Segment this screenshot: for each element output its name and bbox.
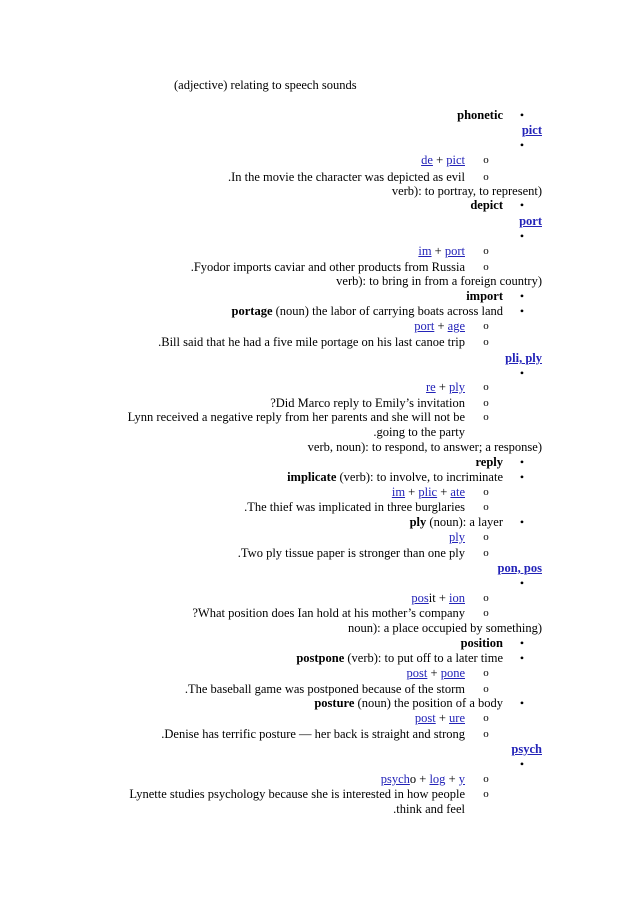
example-psychology: Lynette studies psychology because she is interested in how people bbox=[129, 787, 465, 801]
example-reply-2-cont: .going to the party bbox=[373, 425, 465, 439]
link-ure[interactable]: ure bbox=[449, 711, 465, 725]
example-postpone: .The baseball game was postponed because of the storm bbox=[184, 682, 465, 696]
word-parts-psychology bbox=[381, 772, 465, 787]
example-reply: ?Did Marco reply to Emily’s invitation bbox=[270, 396, 465, 410]
bullet: • bbox=[519, 455, 525, 469]
word-parts-import bbox=[418, 244, 465, 259]
example-posture: .Denise has terrific posture — her back is straight and strong bbox=[161, 727, 465, 741]
term-portage: portage bbox=[231, 304, 273, 318]
sub-bullet: o bbox=[483, 773, 489, 785]
link-post[interactable]: post bbox=[414, 711, 436, 725]
plus: + bbox=[434, 244, 442, 258]
plus: + bbox=[436, 153, 444, 167]
definition-reply: verb, noun): to respond, to answer; a response) bbox=[307, 440, 542, 454]
link-psych[interactable]: psych bbox=[380, 772, 410, 786]
bullet: • bbox=[519, 304, 525, 318]
word-parts-portage bbox=[414, 319, 465, 334]
word-parts-implicate bbox=[392, 485, 465, 500]
bullet: • bbox=[519, 636, 525, 650]
bullet: • bbox=[519, 198, 525, 212]
link-ply[interactable]: ply bbox=[449, 380, 465, 394]
plus: + bbox=[408, 485, 416, 499]
term-position: position bbox=[460, 636, 503, 650]
term-phonetic: phonetic bbox=[457, 108, 503, 122]
entry-ply bbox=[410, 515, 503, 530]
entry-portage bbox=[232, 304, 503, 319]
link-log[interactable]: log bbox=[429, 772, 446, 786]
sub-bullet: o bbox=[483, 607, 489, 619]
sub-bullet: o bbox=[483, 336, 489, 348]
definition-portage: (noun) the labor of carrying boats across land bbox=[275, 304, 503, 318]
link-pone[interactable]: pone bbox=[440, 666, 465, 680]
entry-posture bbox=[314, 696, 503, 711]
bullet: • bbox=[519, 515, 525, 529]
plus: + bbox=[438, 380, 446, 394]
link-im[interactable]: im bbox=[391, 485, 406, 499]
term-ply: ply bbox=[409, 515, 427, 529]
plus: + bbox=[440, 485, 448, 499]
word-parts-reply bbox=[426, 380, 465, 395]
sub-bullet: o bbox=[483, 397, 489, 409]
plus: + bbox=[438, 711, 446, 725]
definition-postpone: (verb): to put off to a later time bbox=[347, 651, 503, 665]
sub-bullet: o bbox=[483, 547, 489, 559]
bullet: • bbox=[519, 366, 525, 380]
link-port[interactable]: port bbox=[414, 319, 435, 333]
entry-implicate bbox=[287, 470, 503, 485]
term-postpone: postpone bbox=[296, 651, 345, 665]
sub-bullet: o bbox=[483, 712, 489, 724]
sub-bullet: o bbox=[483, 171, 489, 183]
intro-definition: (adjective) relating to speech sounds bbox=[174, 78, 357, 92]
root-heading-pon-pos[interactable]: pon, pos bbox=[497, 561, 542, 575]
sub-bullet: o bbox=[483, 667, 489, 679]
word-parts-position bbox=[411, 591, 465, 606]
link-plic[interactable]: plic bbox=[418, 485, 438, 499]
term-posture: posture bbox=[314, 696, 355, 710]
word-parts-depict bbox=[421, 153, 465, 168]
term-depict: depict bbox=[470, 198, 503, 212]
example-ply: .Two ply tissue paper is stronger than one ply bbox=[237, 546, 465, 560]
root-heading-psych[interactable]: psych bbox=[511, 742, 542, 756]
sub-bullet: o bbox=[483, 788, 489, 800]
term-reply: reply bbox=[475, 455, 503, 469]
example-reply-2: Lynn received a negative reply from her parents and she will not be bbox=[127, 410, 465, 424]
sub-bullet: o bbox=[483, 261, 489, 273]
definition-position: noun): a place occupied by something) bbox=[347, 621, 542, 635]
bullet: • bbox=[519, 470, 525, 484]
word-parts-ply bbox=[449, 530, 465, 545]
link-ate[interactable]: ate bbox=[450, 485, 465, 499]
root-heading-port[interactable]: port bbox=[519, 214, 542, 228]
word-parts-postpone bbox=[407, 666, 465, 681]
example-position: ?What position does Ian hold at his mother’s company bbox=[192, 606, 465, 620]
definition-depict: verb): to portray, to represent) bbox=[391, 184, 542, 198]
word-part-text: it + bbox=[428, 591, 450, 605]
sub-bullet: o bbox=[483, 154, 489, 166]
example-depict: .In the movie the character was depicted as evil bbox=[227, 170, 465, 184]
bullet: • bbox=[519, 696, 525, 710]
example-import: .Fyodor imports caviar and other products from Russia bbox=[190, 260, 465, 274]
sub-bullet: o bbox=[483, 381, 489, 393]
definition-ply: (noun): a layer bbox=[429, 515, 503, 529]
root-heading-pli-ply[interactable]: pli, ply bbox=[505, 351, 542, 365]
sub-bullet: o bbox=[483, 411, 489, 423]
link-age[interactable]: age bbox=[447, 319, 465, 333]
sub-bullet: o bbox=[483, 501, 489, 513]
link-de[interactable]: de bbox=[421, 153, 433, 167]
link-im[interactable]: im bbox=[418, 244, 432, 258]
link-y[interactable]: y bbox=[458, 772, 465, 786]
link-ion[interactable]: ion bbox=[449, 591, 465, 605]
plus: + bbox=[437, 319, 445, 333]
sub-bullet: o bbox=[483, 486, 489, 498]
plus: + bbox=[445, 772, 459, 786]
bullet: • bbox=[519, 289, 525, 303]
bullet: • bbox=[519, 229, 525, 243]
bullet: • bbox=[519, 138, 525, 152]
definition-posture: (noun) the position of a body bbox=[357, 696, 503, 710]
link-port[interactable]: port bbox=[444, 244, 465, 258]
plus: + bbox=[430, 666, 438, 680]
term-implicate: implicate bbox=[287, 470, 337, 484]
link-post[interactable]: post bbox=[406, 666, 428, 680]
example-implicate: .The thief was implicated in three burglaries bbox=[244, 500, 465, 514]
bullet: • bbox=[519, 576, 525, 590]
link-pos[interactable]: pos bbox=[411, 591, 429, 605]
link-re[interactable]: re bbox=[425, 380, 436, 394]
root-heading-pict[interactable]: pict bbox=[521, 123, 542, 137]
entry-postpone bbox=[296, 651, 503, 666]
bullet: • bbox=[519, 651, 525, 665]
link-ply[interactable]: ply bbox=[449, 530, 465, 544]
definition-import: verb): to bring in from a foreign country) bbox=[336, 274, 542, 288]
term-import: import bbox=[466, 289, 503, 303]
word-part-text: o + bbox=[409, 772, 430, 786]
bullet: • bbox=[519, 757, 525, 771]
example-portage: .Bill said that he had a five mile portage on his last canoe trip bbox=[158, 335, 465, 349]
bullet: • bbox=[519, 108, 525, 122]
sub-bullet: o bbox=[483, 245, 489, 257]
sub-bullet: o bbox=[483, 683, 489, 695]
link-pict[interactable]: pict bbox=[446, 153, 465, 167]
definition-implicate: (verb): to involve, to incriminate bbox=[339, 470, 503, 484]
sub-bullet: o bbox=[483, 531, 489, 543]
sub-bullet: o bbox=[483, 592, 489, 604]
sub-bullet: o bbox=[483, 728, 489, 740]
example-psychology-cont: .think and feel bbox=[393, 802, 465, 816]
sub-bullet: o bbox=[483, 320, 489, 332]
word-parts-posture bbox=[415, 711, 465, 726]
